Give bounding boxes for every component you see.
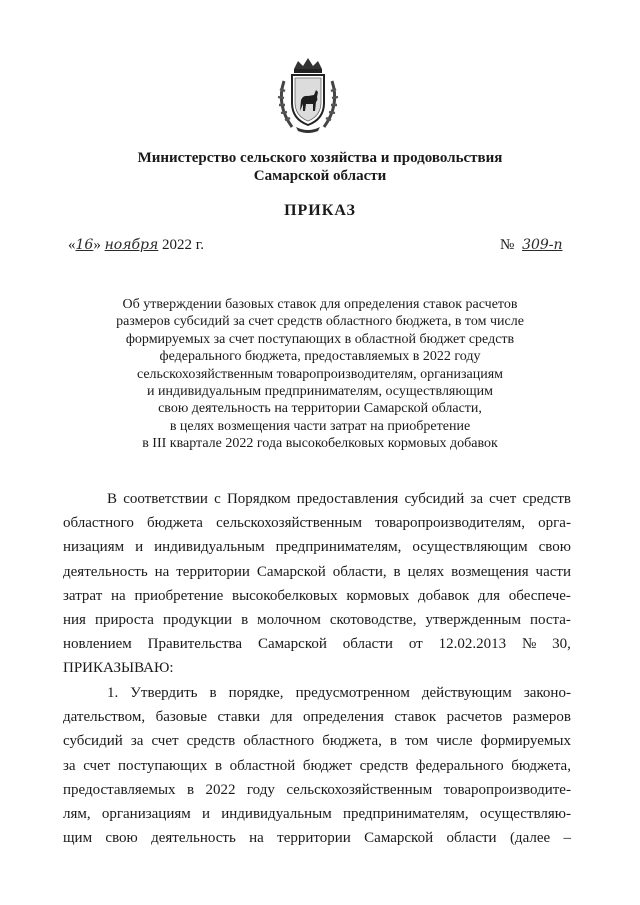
word: области, (332, 563, 387, 580)
word: 2022 (205, 781, 236, 798)
word: счет (151, 733, 179, 750)
paragraph-line (63, 705, 571, 729)
word: формируемых (480, 733, 571, 750)
word: 12.02.2013 (438, 636, 507, 653)
word: товаропроизводителям, (375, 515, 526, 532)
word: областной (229, 757, 296, 774)
date-day-handwritten: 16 (75, 237, 94, 253)
paragraph-line (63, 729, 571, 753)
word: организациям (101, 805, 191, 822)
word: утвержденным (425, 611, 521, 628)
paragraph-line (63, 632, 571, 656)
word: Самарской (256, 563, 326, 580)
paragraph-line (63, 487, 571, 511)
subject-line: федерального бюджета, предоставляемых в 2022 году (159, 349, 481, 365)
word: средств (522, 491, 571, 507)
paragraph-line (63, 754, 571, 778)
word: на (154, 563, 170, 580)
word: году (246, 781, 275, 798)
word: числе (436, 733, 473, 750)
word: области (446, 830, 497, 847)
word: субсидий (404, 491, 465, 507)
word: – (563, 830, 571, 847)
word: высокобелковых (231, 587, 338, 604)
word: продукции (162, 611, 233, 628)
word: территории (176, 563, 250, 580)
paragraph-line (63, 681, 571, 705)
word: сельскохозяйственным (286, 781, 433, 798)
word: добавок (418, 587, 470, 604)
number-label: № (500, 237, 515, 253)
subject-line: свою деятельность на территории Самарской области, (158, 401, 482, 417)
word: в (214, 757, 223, 774)
word: и (201, 805, 211, 822)
word: области (342, 636, 393, 653)
word: ставок (394, 709, 437, 726)
date-month-handwritten: ноября (104, 237, 159, 253)
word: дательством, (63, 709, 146, 726)
word: базовые (155, 709, 208, 726)
order-command: ПРИКАЗЫВАЮ: (63, 660, 174, 677)
word: за (63, 757, 76, 774)
word: (далее (509, 830, 551, 847)
word: ставки (217, 709, 260, 726)
date-year: 2022 г. (162, 237, 204, 253)
word: скотоводстве, (329, 611, 417, 628)
word: сельскохозяйственным (216, 515, 362, 532)
word: предоставляемых (63, 781, 176, 798)
word: поступающих (117, 757, 208, 774)
paragraph-line (63, 802, 571, 826)
paragraph-line (63, 608, 571, 632)
paragraph-line (63, 778, 571, 802)
word: Правительства (147, 636, 243, 653)
word: осуществляющим (412, 539, 528, 556)
word: обеспече- (508, 587, 571, 604)
word: В (107, 491, 118, 507)
paragraph-line (63, 584, 571, 608)
paragraph-line (63, 511, 571, 535)
word: для (270, 709, 293, 726)
subject-line: сельскохозяйственным товаропроизводителям, организациям (136, 366, 504, 382)
order-subject (60, 296, 580, 453)
word: с (214, 491, 221, 507)
word: в (393, 563, 401, 580)
word: за (470, 491, 483, 507)
word: лям, (63, 805, 91, 822)
ministry-name-line2: Самарской области (253, 168, 387, 184)
word: в (389, 733, 398, 750)
word: орга- (538, 515, 571, 532)
word: действующим (421, 685, 512, 701)
order-number (500, 237, 563, 254)
number-value-handwritten: 309-п (522, 237, 563, 253)
word: ния (63, 611, 86, 628)
word: Самарской (257, 636, 327, 653)
word: осуществляю- (479, 805, 571, 822)
date-open-quote: « (68, 237, 76, 253)
word: индивидуальным (154, 539, 265, 556)
subject-line: в III квартале 2022 года высокобелковых кормовых добавок (142, 436, 498, 452)
word: Порядком (226, 491, 291, 507)
word: расчетов (446, 709, 503, 726)
word: и (135, 539, 144, 556)
date-close-quote: » (93, 237, 101, 253)
order-date (68, 237, 204, 254)
word: размеров (512, 709, 571, 726)
ministry-name-line1: Министерство сельского хозяйства и продовольствия (137, 150, 503, 166)
word: на (111, 587, 126, 604)
samara-region-coat-of-arms-icon (270, 55, 346, 137)
word: субсидий (63, 733, 123, 750)
word: порядке, (228, 685, 284, 701)
word: прироста (94, 611, 154, 628)
word: части (535, 563, 571, 580)
word: № (521, 636, 537, 653)
word: целях (407, 563, 445, 580)
word: счет (83, 757, 111, 774)
word: средств (186, 733, 236, 750)
word: затрат (63, 587, 103, 604)
word: на (249, 830, 264, 847)
word: в (209, 685, 217, 701)
word: бюджета, (322, 733, 382, 750)
word: в (186, 781, 195, 798)
subject-line: формируемых за счет поступающих в областной бюджет средств (125, 331, 515, 347)
word: счет (489, 491, 517, 507)
word: 30, (552, 636, 571, 653)
word: областного (243, 733, 315, 750)
word: свою (105, 830, 138, 847)
word: средств (359, 757, 409, 774)
subject-line: Об утверждении базовых ставок для определения ставок расчетов (122, 297, 518, 312)
word: деятельность (63, 563, 148, 580)
paragraph-line (63, 560, 571, 584)
word: предоставления (296, 491, 399, 507)
subject-line: в целях возмещения части затрат на приобретение (169, 418, 471, 434)
word: от (408, 636, 423, 653)
word: товаропроизводите- (443, 781, 571, 798)
word: низациям (63, 539, 125, 556)
word: бюджета (147, 515, 203, 532)
subject-line: размеров субсидий за счет средств областного бюджета, в том числе (116, 314, 524, 330)
word: федерального (415, 757, 504, 774)
word: приобретение (134, 587, 224, 604)
word: Самарской (364, 830, 434, 847)
word: том (405, 733, 429, 750)
word: деятельность (151, 830, 236, 847)
word: за (130, 733, 144, 750)
word: кормовых (346, 587, 410, 604)
word: предпринимателям, (275, 539, 402, 556)
paragraph-preamble (63, 487, 571, 681)
word: определения (302, 709, 384, 726)
paragraph-line (63, 826, 571, 850)
word: бюджета, (511, 757, 571, 774)
word: предпринимателям, (342, 805, 469, 822)
word: предусмотренном (295, 685, 410, 701)
paragraph-item-1 (63, 681, 571, 850)
word: областного (63, 515, 134, 532)
word: индивидуальным (221, 805, 332, 822)
word: свою (538, 539, 571, 556)
paragraph-line (63, 535, 571, 559)
subject-line: и индивидуальным предпринимателям, осуществляющим (147, 384, 493, 400)
document-type-title: ПРИКАЗ (284, 202, 356, 219)
word: в (241, 611, 249, 628)
word: Утвердить (130, 685, 198, 701)
word: поста- (529, 611, 571, 628)
word: возмещения (451, 563, 529, 580)
word: щим (63, 830, 93, 847)
word: новлением (63, 636, 132, 653)
word: для (478, 587, 501, 604)
word: 1. (107, 685, 119, 701)
word: соответствии (123, 491, 208, 507)
word: молочном (257, 611, 321, 628)
word: территории (277, 830, 351, 847)
word: законо- (523, 685, 571, 701)
word: бюджет (302, 757, 353, 774)
